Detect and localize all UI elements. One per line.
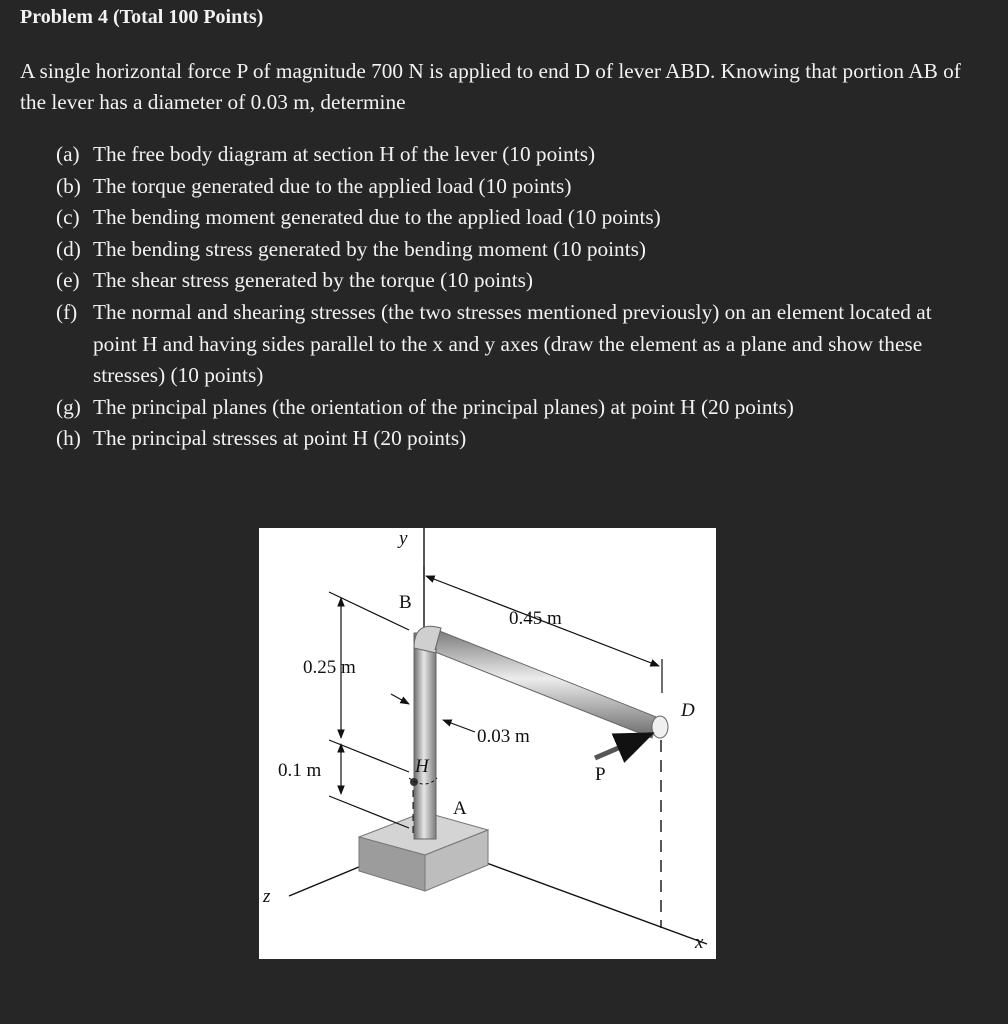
- question-item: [56, 423, 966, 455]
- dim-bh-label: 0.25 m: [303, 657, 356, 678]
- problem-statement: A single horizontal force P of magnitude 700 N is applied to end D of lever ABD. Knowing that portion AB of the lever has a diameter of 0.03 m, determine: [20, 59, 961, 114]
- question-label: (e): [56, 268, 80, 293]
- question-text: The principal stresses at point H (20 points): [93, 426, 467, 451]
- point-b-label: B: [399, 592, 412, 613]
- question-item: [56, 202, 966, 234]
- question-item: [56, 171, 966, 203]
- dim-diameter-arrow-right: [443, 720, 475, 732]
- lever-shaft-ab: [414, 633, 436, 839]
- lever-end-d: [652, 716, 668, 738]
- force-p-arrow: [595, 734, 651, 758]
- question-list: [56, 139, 966, 455]
- lever-figure: [259, 528, 716, 959]
- point-a-label: A: [453, 798, 467, 819]
- question-label: (h): [56, 426, 81, 451]
- question-item: [56, 265, 966, 297]
- question-item: [56, 392, 966, 424]
- question-label: (b): [56, 173, 81, 198]
- question-text: The bending moment generated due to the applied load (10 points): [93, 205, 661, 230]
- question-label: (f): [56, 299, 78, 324]
- force-p-label: P: [595, 764, 606, 785]
- question-label: (g): [56, 394, 81, 419]
- question-label: (c): [56, 205, 80, 230]
- question-text: The normal and shearing stresses (the two stresses mentioned previously) on an element located at point H and having sides parallel to the x and y axes (draw the element as a plane and show these stresses) (10 points): [93, 299, 932, 388]
- question-label: (d): [56, 236, 81, 261]
- dim-diameter-arrow-left: [391, 694, 409, 704]
- question-text: The shear stress generated by the torque (10 points): [93, 268, 533, 293]
- dim-diameter-label: 0.03 m: [477, 726, 530, 747]
- question-item: [56, 139, 966, 171]
- question-text: The principal planes (the orientation of the principal planes) at point H (20 points): [93, 394, 794, 419]
- y-axis-label: y: [399, 528, 408, 549]
- question-label: (a): [56, 142, 80, 166]
- question-text: The torque generated due to the applied load (10 points): [93, 173, 572, 198]
- x-axis-label: x: [695, 932, 704, 953]
- question-text: The free body diagram at section H of the lever (10 points): [93, 142, 596, 166]
- point-h-label: H: [415, 756, 429, 777]
- lever-arm-bd: [430, 630, 659, 738]
- point-d-label: D: [681, 700, 695, 721]
- question-item: [56, 234, 966, 266]
- z-axis-label: z: [263, 886, 271, 907]
- dim-bd-label: 0.45 m: [509, 608, 562, 629]
- question-text: The bending stress generated by the bending moment (10 points): [93, 236, 647, 261]
- dim-vert-ext-bottom: [329, 796, 409, 828]
- question-item: [56, 297, 966, 392]
- dim-ha-label: 0.1 m: [278, 760, 322, 781]
- problem-title: Problem 4 (Total 100 Points): [20, 6, 264, 28]
